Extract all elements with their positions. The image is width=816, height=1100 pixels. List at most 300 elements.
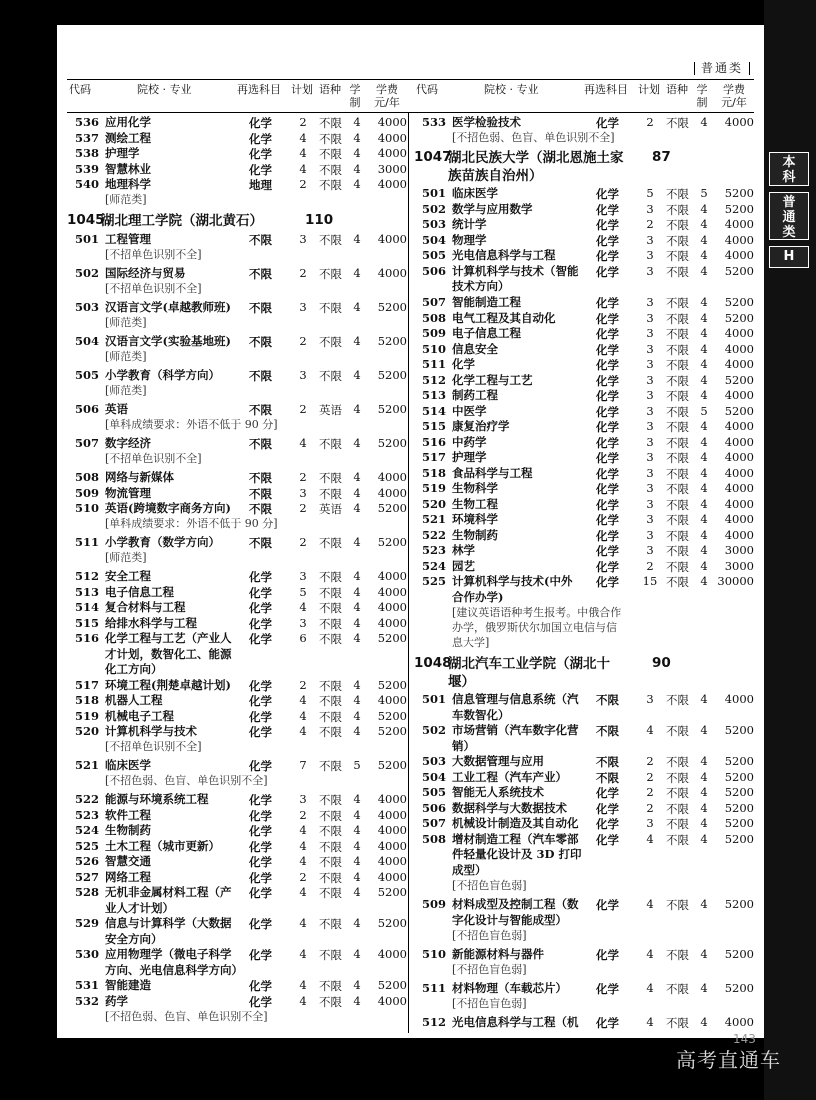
program-note: [不招单色识别不全] xyxy=(105,740,202,753)
study-years: 4 xyxy=(700,692,708,706)
enrollment-plan: 7 xyxy=(299,758,307,772)
program-name: 智慧林业 xyxy=(105,161,151,176)
enrollment-plan: 3 xyxy=(646,201,654,216)
program-name: 光电信息科学与工程（机 xyxy=(452,1015,579,1029)
required-subject: 不限 xyxy=(249,369,272,383)
col-fee: 学费 元/年 xyxy=(374,83,400,109)
required-subject: 地理 xyxy=(249,178,272,192)
school-plan-total: 110 xyxy=(305,212,334,228)
program-code: 501 xyxy=(74,232,99,246)
program-code: 540 xyxy=(74,177,99,191)
study-years: 4 xyxy=(353,724,361,738)
study-years: 4 xyxy=(700,465,708,480)
study-years: 4 xyxy=(353,854,361,868)
enrollment-plan: 4 xyxy=(646,831,654,846)
program-name: 软件工程 xyxy=(105,807,151,822)
watermark: 高考直通车 xyxy=(676,1048,781,1072)
required-subject: 不限 xyxy=(249,335,272,349)
study-years: 4 xyxy=(700,201,708,216)
program-note: [不招色弱、色盲、单色识别不全] xyxy=(105,1009,268,1023)
program-code: 511 xyxy=(74,535,99,549)
study-years: 4 xyxy=(700,558,708,573)
program-name: 安全工程 xyxy=(105,569,151,583)
program-code: 521 xyxy=(421,512,446,526)
enrollment-plan: 2 xyxy=(299,177,307,191)
enrollment-plan: 4 xyxy=(299,130,307,145)
enrollment-plan: 2 xyxy=(299,470,307,484)
program-name: 国际经济与贸易 xyxy=(105,266,186,280)
language: 不限 xyxy=(319,233,342,247)
language: 不限 xyxy=(319,437,342,451)
col-code: 代码 xyxy=(69,83,91,96)
tuition-fee: 5200 xyxy=(724,800,754,815)
study-years: 4 xyxy=(700,115,708,129)
required-subject: 化学 xyxy=(249,725,272,739)
study-years: 4 xyxy=(353,334,361,348)
school-heading xyxy=(414,655,714,690)
tuition-fee: 4000 xyxy=(724,248,754,262)
program-code: 520 xyxy=(74,724,99,738)
required-subject: 化学 xyxy=(249,694,272,708)
program-code: 528 xyxy=(74,885,99,899)
required-subject: 化学 xyxy=(596,948,619,962)
study-years: 4 xyxy=(700,263,708,278)
language: 不限 xyxy=(666,482,689,496)
program-name: 药学 xyxy=(105,993,128,1008)
tuition-fee: 5200 xyxy=(724,816,754,830)
language: 不限 xyxy=(666,389,689,403)
tuition-fee: 4000 xyxy=(724,357,754,371)
tuition-fee: 3000 xyxy=(724,558,754,573)
program-code: 504 xyxy=(74,334,99,348)
tuition-fee: 4000 xyxy=(377,854,407,868)
enrollment-plan: 3 xyxy=(646,419,654,433)
required-subject: 化学 xyxy=(249,162,272,177)
required-subject: 化学 xyxy=(596,513,619,527)
program-code: 516 xyxy=(421,434,446,449)
tab-letter-h[interactable]: H xyxy=(769,246,809,268)
required-subject: 化学 xyxy=(249,759,272,773)
tuition-fee: 5200 xyxy=(724,947,754,961)
program-code: 523 xyxy=(421,543,446,557)
language: 不限 xyxy=(666,451,689,465)
program-name: 物流管理 xyxy=(105,485,151,500)
tuition-fee: 4000 xyxy=(724,434,754,449)
study-years: 4 xyxy=(353,501,361,515)
program-code: 504 xyxy=(421,769,446,784)
tuition-fee: 4000 xyxy=(377,569,407,583)
study-years: 4 xyxy=(353,869,361,884)
required-subject: 化学 xyxy=(596,218,619,232)
language: 不限 xyxy=(666,544,689,558)
required-subject: 化学 xyxy=(596,296,619,310)
program-name: 临床医学 xyxy=(452,186,498,200)
tuition-fee: 4000 xyxy=(377,792,407,806)
enrollment-plan: 3 xyxy=(646,326,654,340)
program-name: 机器人工程 xyxy=(105,693,163,707)
study-years: 4 xyxy=(700,341,708,356)
study-years: 5 xyxy=(700,403,708,418)
language: 不限 xyxy=(319,335,342,349)
program-name: 化学工程与工艺 xyxy=(452,372,533,387)
study-years: 4 xyxy=(700,217,708,231)
language: 不限 xyxy=(666,466,689,481)
language: 不限 xyxy=(319,601,342,615)
required-subject: 化学 xyxy=(249,870,272,885)
program-code: 507 xyxy=(421,816,446,830)
tuition-fee: 5200 xyxy=(377,300,407,314)
tuition-fee: 5200 xyxy=(377,916,407,930)
tuition-fee: 4000 xyxy=(377,615,407,630)
language: 不限 xyxy=(319,570,342,584)
program-note: [不招色弱、色盲、单色识别不全] xyxy=(105,774,268,787)
tuition-fee: 5200 xyxy=(724,263,754,278)
language: 不限 xyxy=(666,817,689,831)
study-years: 4 xyxy=(353,823,361,837)
col-subject: 再选科目 xyxy=(584,83,628,96)
study-years: 4 xyxy=(353,436,361,450)
program-name: 园艺 xyxy=(452,558,475,573)
required-subject: 化学 xyxy=(596,482,619,496)
program-name: 增材制造工程（汽车零部 件轻量化设计及 3D 打印 成型） xyxy=(452,831,582,877)
program-name: 光电信息科学与工程 xyxy=(452,248,556,262)
col-plan: 计划 xyxy=(291,83,313,96)
study-years: 4 xyxy=(353,115,361,129)
enrollment-plan: 3 xyxy=(646,232,654,247)
program-code: 502 xyxy=(421,723,446,737)
tuition-fee: 5200 xyxy=(377,535,407,549)
study-years: 4 xyxy=(353,615,361,630)
required-subject: 化学 xyxy=(249,948,272,962)
language: 不限 xyxy=(666,528,689,543)
language: 不限 xyxy=(319,793,342,807)
enrollment-plan: 4 xyxy=(646,947,654,961)
header-rule xyxy=(67,79,754,80)
study-years: 4 xyxy=(700,816,708,830)
study-years: 4 xyxy=(353,708,361,723)
study-years: 4 xyxy=(353,300,361,314)
required-subject: 化学 xyxy=(596,801,619,816)
column-header-rule xyxy=(67,112,754,113)
study-years: 4 xyxy=(700,981,708,995)
tuition-fee: 5200 xyxy=(724,769,754,784)
program-code: 508 xyxy=(421,310,446,325)
tuition-fee: 4000 xyxy=(377,130,407,145)
program-name: 计算机科学与技术 xyxy=(105,724,197,738)
program-code: 501 xyxy=(421,692,446,706)
enrollment-plan: 2 xyxy=(646,754,654,768)
enrollment-plan: 3 xyxy=(646,512,654,526)
required-subject: 不限 xyxy=(596,770,619,785)
tuition-fee: 4000 xyxy=(377,600,407,614)
program-code: 510 xyxy=(421,341,446,356)
school-name: 湖北汽车工业学院（湖北十 堰） xyxy=(448,656,610,690)
required-subject: 化学 xyxy=(249,886,272,900)
program-code: 516 xyxy=(74,631,99,645)
required-subject: 化学 xyxy=(249,709,272,724)
tuition-fee: 4000 xyxy=(377,838,407,853)
program-name: 无机非金属材料工程（产 业人才计划） xyxy=(105,885,232,915)
study-years: 5 xyxy=(700,186,708,200)
page-number: 143 xyxy=(733,1032,756,1046)
program-name: 机械电子工程 xyxy=(105,708,174,723)
required-subject: 化学 xyxy=(249,793,272,807)
required-subject: 化学 xyxy=(596,187,619,201)
required-subject: 化学 xyxy=(249,570,272,584)
program-code: 519 xyxy=(421,481,446,495)
program-name: 智能制造工程 xyxy=(452,295,521,309)
enrollment-plan: 2 xyxy=(299,402,307,416)
program-code: 511 xyxy=(421,981,446,995)
enrollment-plan: 3 xyxy=(646,434,654,449)
program-code: 502 xyxy=(421,201,446,216)
enrollment-plan: 4 xyxy=(299,885,307,899)
tuition-fee: 5200 xyxy=(724,372,754,387)
study-years: 4 xyxy=(353,993,361,1008)
program-name: 给排水科学与工程 xyxy=(105,615,197,630)
tuition-fee: 4000 xyxy=(724,232,754,247)
enrollment-plan: 3 xyxy=(646,248,654,262)
study-years: 4 xyxy=(353,916,361,930)
program-name: 电气工程及其自动化 xyxy=(452,310,556,325)
tuition-fee: 5200 xyxy=(724,403,754,418)
program-note: [不招色盲色弱] xyxy=(452,879,527,892)
required-subject: 化学 xyxy=(596,1016,619,1030)
program-name: 化学 xyxy=(452,357,475,371)
study-years: 4 xyxy=(353,600,361,614)
language: 不限 xyxy=(319,839,342,854)
tuition-fee: 5200 xyxy=(377,978,407,992)
study-years: 4 xyxy=(700,450,708,464)
program-code: 526 xyxy=(74,854,99,868)
language: 不限 xyxy=(666,948,689,962)
program-code: 506 xyxy=(74,402,99,416)
program-code: 513 xyxy=(74,584,99,599)
tuition-fee: 5200 xyxy=(377,677,407,692)
tuition-fee: 4000 xyxy=(377,693,407,707)
program-name: 数学与应用数学 xyxy=(452,201,533,216)
required-subject: 不限 xyxy=(249,502,272,516)
language: 英语 xyxy=(319,502,342,516)
language: 不限 xyxy=(319,616,342,631)
tuition-fee: 5200 xyxy=(377,708,407,723)
tuition-fee: 5200 xyxy=(377,368,407,382)
required-subject: 化学 xyxy=(249,147,272,161)
study-years: 4 xyxy=(353,807,361,822)
tuition-fee: 3000 xyxy=(724,543,754,557)
enrollment-plan: 6 xyxy=(299,631,307,645)
enrollment-plan: 4 xyxy=(299,993,307,1008)
program-name: 材料成型及控制工程（数 字化设计与智能成型） xyxy=(452,897,579,927)
program-code: 524 xyxy=(421,558,446,573)
enrollment-plan: 4 xyxy=(646,723,654,737)
enrollment-plan: 3 xyxy=(299,300,307,314)
program-code: 524 xyxy=(74,823,99,837)
enrollment-plan: 3 xyxy=(646,496,654,511)
enrollment-plan: 3 xyxy=(646,357,654,371)
program-name: 食品科学与工程 xyxy=(452,465,533,480)
school-name: 湖北理工学院（湖北黄石） xyxy=(101,213,263,229)
program-code: 537 xyxy=(74,130,99,145)
program-name: 康复治疗学 xyxy=(452,419,510,433)
tuition-fee: 30000 xyxy=(717,574,754,588)
required-subject: 化学 xyxy=(596,404,619,419)
study-years: 4 xyxy=(700,310,708,325)
study-years: 4 xyxy=(353,978,361,992)
study-years: 4 xyxy=(700,543,708,557)
enrollment-plan: 3 xyxy=(646,310,654,325)
tuition-fee: 4000 xyxy=(377,947,407,961)
enrollment-plan: 2 xyxy=(646,785,654,799)
program-code: 503 xyxy=(74,300,99,314)
study-years: 4 xyxy=(700,496,708,511)
tuition-fee: 5200 xyxy=(377,501,407,515)
tuition-fee: 5200 xyxy=(377,436,407,450)
study-years: 4 xyxy=(353,885,361,899)
required-subject: 化学 xyxy=(249,994,272,1009)
tuition-fee: 5200 xyxy=(724,831,754,846)
study-years: 5 xyxy=(353,758,361,772)
program-name: 大数据管理与应用 xyxy=(452,754,544,768)
language: 不限 xyxy=(319,855,342,869)
study-years: 4 xyxy=(700,754,708,768)
program-code: 508 xyxy=(74,470,99,484)
program-code: 505 xyxy=(74,368,99,382)
required-subject: 化学 xyxy=(596,451,619,465)
program-name: 电子信息工程 xyxy=(105,584,174,599)
language: 不限 xyxy=(666,575,689,589)
study-years: 4 xyxy=(700,723,708,737)
program-code: 501 xyxy=(421,186,446,200)
program-code: 530 xyxy=(74,947,99,961)
program-code: 515 xyxy=(74,615,99,630)
required-subject: 化学 xyxy=(249,116,272,130)
program-code: 512 xyxy=(421,1015,446,1029)
language: 不限 xyxy=(319,824,342,838)
required-subject: 不限 xyxy=(249,267,272,281)
tuition-fee: 4000 xyxy=(724,115,754,129)
language: 不限 xyxy=(666,832,689,847)
program-name: 工程管理 xyxy=(105,232,151,246)
tuition-fee: 4000 xyxy=(377,584,407,599)
tuition-fee: 4000 xyxy=(377,177,407,191)
language: 不限 xyxy=(666,342,689,357)
study-years: 4 xyxy=(353,947,361,961)
program-name: 生物制药 xyxy=(105,823,151,837)
language: 不限 xyxy=(319,678,342,693)
program-code: 519 xyxy=(74,708,99,723)
language: 不限 xyxy=(666,755,689,769)
study-years: 4 xyxy=(353,631,361,645)
required-subject: 化学 xyxy=(596,559,619,574)
required-subject: 化学 xyxy=(596,544,619,558)
program-note: [师范类] xyxy=(105,193,147,206)
tab-undergraduate[interactable]: 本科 xyxy=(769,152,809,186)
tuition-fee: 5200 xyxy=(724,754,754,768)
study-years: 4 xyxy=(700,512,708,526)
program-name: 材料物理（车载芯片） xyxy=(452,981,567,995)
language: 不限 xyxy=(319,759,342,773)
enrollment-plan: 2 xyxy=(646,217,654,231)
program-name: 环境工程(荆楚卓越计划) xyxy=(105,677,231,692)
enrollment-plan: 2 xyxy=(299,807,307,822)
study-years: 4 xyxy=(353,677,361,692)
tab-general-category[interactable]: 普通类 xyxy=(769,192,809,240)
program-name: 智能无人系统技术 xyxy=(452,785,544,799)
required-subject: 化学 xyxy=(249,979,272,993)
enrollment-plan: 3 xyxy=(299,485,307,500)
col-years: 学 制 xyxy=(696,83,708,109)
language: 不限 xyxy=(666,218,689,232)
study-years: 4 xyxy=(353,535,361,549)
required-subject: 不限 xyxy=(249,437,272,451)
program-code: 525 xyxy=(74,838,99,853)
enrollment-plan: 4 xyxy=(299,693,307,707)
language: 不限 xyxy=(666,358,689,372)
tuition-fee: 4000 xyxy=(724,465,754,480)
program-note: [师范类] xyxy=(105,551,147,564)
tuition-fee: 4000 xyxy=(724,481,754,495)
required-subject: 化学 xyxy=(596,373,619,388)
program-name: 应用化学 xyxy=(105,115,151,129)
program-name: 英语 xyxy=(105,402,128,416)
program-name: 化学工程与工艺（产业人 才计划，数智化工、能源 化工方向） xyxy=(105,631,232,676)
enrollment-plan: 3 xyxy=(299,615,307,630)
program-code: 518 xyxy=(421,465,446,480)
required-subject: 化学 xyxy=(249,585,272,600)
tuition-fee: 4000 xyxy=(377,115,407,129)
enrollment-plan: 2 xyxy=(299,115,307,129)
study-years: 4 xyxy=(353,266,361,280)
col-subject: 再选科目 xyxy=(237,83,281,96)
study-years: 4 xyxy=(353,485,361,500)
enrollment-plan: 3 xyxy=(646,295,654,309)
program-code: 536 xyxy=(74,115,99,129)
language: 不限 xyxy=(666,420,689,434)
enrollment-plan: 5 xyxy=(299,584,307,599)
study-years: 4 xyxy=(700,388,708,402)
study-years: 4 xyxy=(700,248,708,262)
language: 不限 xyxy=(666,311,689,326)
program-name: 工业工程（汽车产业） xyxy=(452,769,567,784)
language: 不限 xyxy=(319,870,342,885)
program-name: 土木工程（城市更新） xyxy=(105,838,220,853)
enrollment-plan: 3 xyxy=(646,816,654,830)
tuition-fee: 3000 xyxy=(377,161,407,176)
program-code: 512 xyxy=(421,372,446,387)
required-subject: 化学 xyxy=(249,678,272,693)
required-subject: 化学 xyxy=(596,116,619,130)
study-years: 4 xyxy=(700,357,708,371)
required-subject: 化学 xyxy=(596,327,619,341)
school-plan-total: 90 xyxy=(652,655,671,671)
enrollment-plan: 3 xyxy=(646,692,654,706)
language: 不限 xyxy=(319,301,342,315)
col-fee: 学费 元/年 xyxy=(721,83,747,109)
program-name: 生物工程 xyxy=(452,496,498,511)
enrollment-plan: 4 xyxy=(299,978,307,992)
program-name: 制药工程 xyxy=(452,388,498,402)
tuition-fee: 5200 xyxy=(377,334,407,348)
program-code: 517 xyxy=(74,677,99,692)
col-years: 学 制 xyxy=(349,83,361,109)
tuition-fee: 5200 xyxy=(377,758,407,772)
tuition-fee: 4000 xyxy=(377,232,407,246)
study-years: 4 xyxy=(700,897,708,911)
study-years: 4 xyxy=(700,527,708,542)
language: 不限 xyxy=(666,497,689,512)
required-subject: 化学 xyxy=(596,389,619,403)
